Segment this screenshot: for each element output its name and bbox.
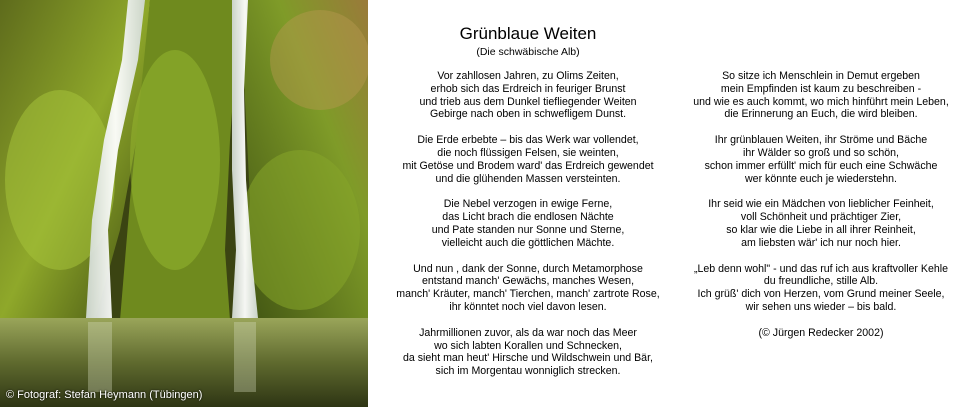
poem-line: mit Getöse und Brodem ward' das Erdreich gewendet	[402, 159, 654, 172]
poem-line: manch' Kräuter, manch' Tierchen, manch' zartrote Rose,	[396, 288, 660, 301]
poem-line: die noch flüssigen Felsen, sie weinten,	[437, 146, 619, 159]
poem-line: die Erinnerung an Euch, die wird bleiben.	[724, 108, 918, 121]
poem-line: erhob sich das Erdreich in feuriger Brunst	[430, 82, 626, 95]
poem-line: vielleicht auch die göttlichen Mächte.	[441, 236, 615, 249]
poem-line: ihr könntet noch viel davon lesen.	[449, 300, 607, 313]
poem-line: Ihr grünblauen Weiten, ihr Ströme und Bäche	[714, 134, 928, 147]
poem-stanza	[676, 70, 966, 121]
poem-line: Jahrmillionen zuvor, als da war noch das Meer	[419, 326, 637, 339]
poem-stanza	[676, 263, 966, 314]
waterfall-illustration	[0, 0, 368, 407]
poem-title: Grünblaue Weiten	[459, 24, 597, 43]
poem-stanza	[378, 134, 678, 185]
copyright-notice: (© Jürgen Redecker 2002)	[758, 326, 884, 339]
poem-line: das Licht brach die endlosen Nächte	[442, 211, 614, 224]
poem-line: am liebsten wär' ich nur noch hier.	[741, 236, 901, 249]
poem-line: entstand manch' Gewächs, manches Wesen,	[421, 275, 635, 288]
poem-stanza	[378, 327, 678, 378]
poem-line: „Leb denn wohl" - und das ruf ich aus kraftvoller Kehle	[693, 262, 949, 275]
poem-line: mein Empfinden ist kaum zu beschreiben -	[720, 82, 922, 95]
poem-line: und wie es auch kommt, wo mich hinführt mein Leben,	[693, 95, 949, 108]
poem-line: du freundliche, stille Alb.	[763, 275, 879, 288]
poem-stanza	[676, 198, 966, 249]
poem-column-right	[676, 70, 966, 340]
poem-column-left	[378, 70, 678, 391]
poem-line: Ihr seid wie ein Mädchen von lieblicher Feinheit,	[708, 198, 934, 211]
poem-line: und die glühenden Massen versteinten.	[435, 172, 621, 185]
poem-line: schon immer erfüllt' mich für euch eine Schwäche	[704, 159, 938, 172]
poem-line: und Pate standen nur Sonne und Sterne,	[431, 223, 625, 236]
poem-line: Die Erde erbebte – bis das Werk war vollendet,	[417, 134, 639, 147]
poem-line: da sieht man heut' Hirsche und Wildschwein und Bär,	[403, 352, 653, 365]
poem-stanza	[378, 263, 678, 314]
poem-stanza	[676, 134, 966, 185]
poem-line: Ich grüß' dich von Herzen, vom Grund meiner Seele,	[697, 288, 945, 301]
poem-line: Und nun , dank der Sonne, durch Metamorphose	[413, 262, 643, 275]
poem-subtitle: (Die schwäbische Alb)	[476, 46, 580, 58]
poem-line: so klar wie die Liebe in all ihrer Reinheit,	[726, 223, 916, 236]
poem-line: wir sehen uns wieder – bis bald.	[745, 300, 897, 313]
poem-stanza	[378, 70, 678, 121]
poem-line: So sitze ich Menschlein in Demut ergeben	[722, 70, 920, 82]
poem-line: Gebirge nach oben in schwefligem Dunst.	[429, 108, 627, 121]
poem-line: ihr Wälder so groß und so schön,	[742, 146, 900, 159]
waterfall-photo	[0, 0, 368, 407]
poem-line: wo sich labten Korallen und Schnecken,	[434, 339, 622, 352]
poem-line: Die Nebel verzogen in ewige Ferne,	[443, 198, 613, 211]
poem-line: voll Schönheit und prächtiger Zier,	[740, 211, 902, 224]
poem-stanza	[378, 198, 678, 249]
poem-line: wer könnte euch je wiederstehn.	[745, 172, 897, 185]
poem-line: sich im Morgentau wonniglich strecken.	[435, 365, 621, 378]
photo-credit: © Fotograf: Stefan Heymann (Tübingen)	[6, 389, 203, 401]
poem-line: Vor zahllosen Jahren, zu Olims Zeiten,	[437, 70, 619, 82]
poem-line: und trieb aus dem Dunkel tiefliegender Weiten	[419, 95, 637, 108]
